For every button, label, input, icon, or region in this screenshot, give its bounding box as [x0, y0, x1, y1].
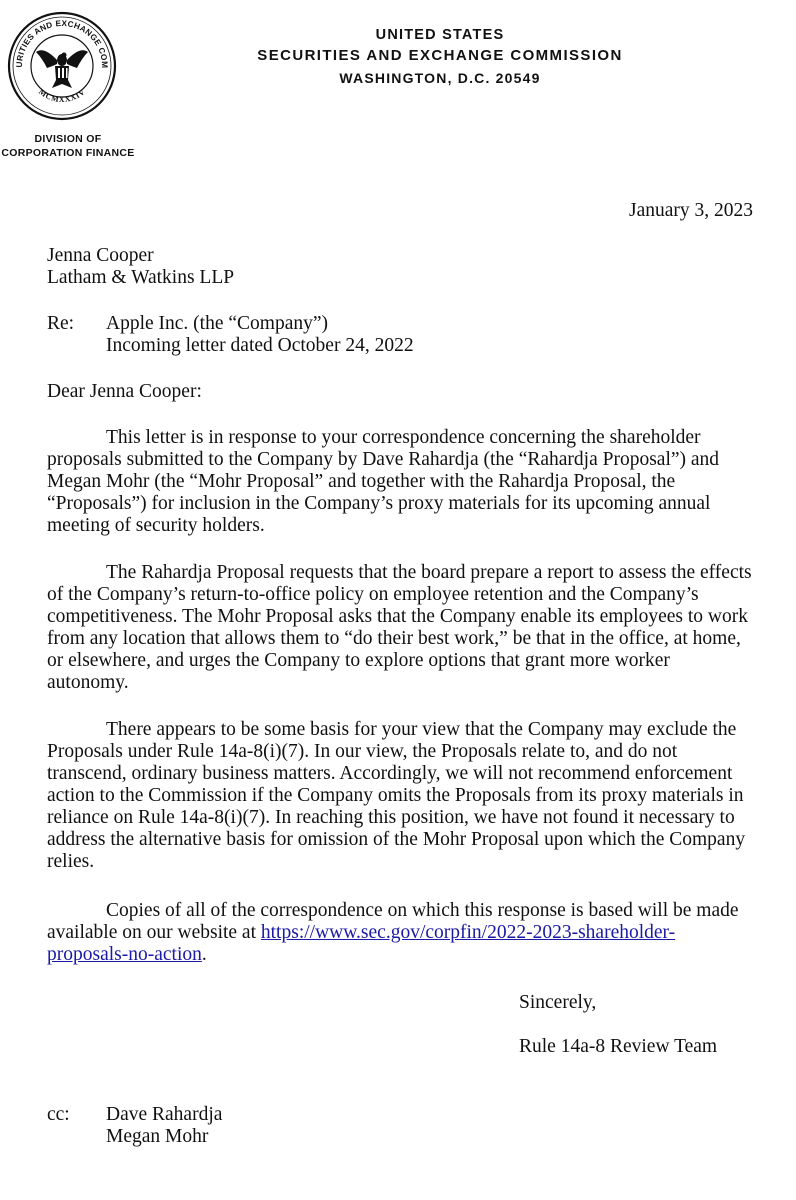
- cc-name: Megan Mohr: [106, 1126, 209, 1147]
- re-label: Re:: [47, 313, 75, 334]
- paragraph-3-line: relies.: [47, 851, 95, 872]
- salutation: Dear Jenna Cooper:: [47, 381, 202, 402]
- seal-text-bottom: MCMXXXIV: [37, 87, 87, 105]
- paragraph-2-line: competitiveness. The Mohr Proposal asks that the Company enable its employees to work: [47, 606, 748, 627]
- recipient-name: Jenna Cooper: [47, 245, 154, 266]
- paragraph-1-line: “Proposals”) for inclusion in the Company’s proxy materials for its upcoming annual: [47, 493, 711, 514]
- sec-seal-logo: [6, 10, 118, 122]
- paragraph-3-line: action to the Commission if the Company omits the Proposals from its proxy materials in: [47, 785, 744, 806]
- paragraph-4: [47, 900, 757, 966]
- paragraph-3-line: address the alternative basis for omission of the Mohr Proposal upon which the Company: [47, 829, 746, 850]
- paragraph-1-line: Megan Mohr (the “Mohr Proposal” and together with the Rahardja Proposal, the: [47, 471, 676, 492]
- paragraph-3-line: There appears to be some basis for your view that the Company may exclude the: [106, 719, 737, 740]
- closing-signature: Rule 14a-8 Review Team: [519, 1036, 718, 1057]
- svg-text:MCMXXXIV: [37, 87, 87, 104]
- division-line2: CORPORATION FINANCE: [1, 147, 135, 159]
- paragraph-2-line: from any location that allows them to “do their best work,” be that in the office, at home,: [47, 628, 741, 649]
- paragraph-4-line: Copies of all of the correspondence on which this response is based will be made: [106, 900, 739, 921]
- division-line1: DIVISION OF: [34, 133, 102, 145]
- paragraph-2-line: autonomy.: [47, 672, 129, 693]
- re-subject: Apple Inc. (the “Company”): [106, 313, 329, 334]
- website-link-part-2[interactable]: proposals-no-action: [47, 944, 202, 965]
- paragraph-4-line: [47, 944, 757, 966]
- paragraph-1-line: proposals submitted to the Company by Dave Rahardja (the “Rahardja Proposal”) and: [47, 449, 720, 470]
- paragraph-4-line: [47, 922, 757, 944]
- paragraph-1-line: meeting of security holders.: [47, 515, 265, 536]
- agency-name: SECURITIES AND EXCHANGE COMMISSION: [257, 47, 623, 64]
- paragraph-1: [47, 427, 757, 537]
- cc-label: cc:: [47, 1104, 70, 1125]
- paragraph-3-line: transcend, ordinary business matters. Accordingly, we will not recommend enforcement: [47, 763, 733, 784]
- paragraph-3: [47, 719, 757, 873]
- website-link-part-1[interactable]: https://www.sec.gov/corpfin/2022-2023-shareholder-: [260, 922, 676, 943]
- paragraph-3-line: Proposals under Rule 14a-8(i)(7). In our view, the Proposals relate to, and do not: [47, 741, 678, 762]
- agency-header: [230, 26, 650, 88]
- cc-name: Dave Rahardja: [106, 1104, 223, 1125]
- paragraph-1-line: This letter is in response to your correspondence concerning the shareholder: [106, 427, 701, 448]
- agency-address: WASHINGTON, D.C. 20549: [339, 70, 541, 86]
- paragraph-2-line: or elsewhere, and urges the Company to explore options that grant more worker: [47, 650, 670, 671]
- division-label: [0, 132, 136, 160]
- recipient-firm: Latham & Watkins LLP: [47, 267, 235, 288]
- agency-country: UNITED STATES: [375, 27, 505, 43]
- paragraph-3-line: reliance on Rule 14a-8(i)(7). In reaching this position, we have not found it necessary to: [47, 807, 735, 828]
- paragraph-2-line: The Rahardja Proposal requests that the board prepare a report to assess the effects: [106, 562, 752, 583]
- re-incoming-letter: Incoming letter dated October 24, 2022: [106, 335, 414, 356]
- seal-text-top: URITIES AND EXCHANGE COM: [14, 18, 110, 69]
- paragraph-2-line: of the Company’s return-to-office policy on employee retention and the Company’s: [47, 584, 699, 605]
- closing-sincerely: Sincerely,: [519, 992, 597, 1013]
- paragraph-2: [47, 562, 757, 694]
- letter-date: January 3, 2023: [629, 200, 754, 221]
- paragraph-4-prefix: available on our website at: [47, 922, 261, 943]
- paragraph-4-suffix: .: [201, 944, 207, 965]
